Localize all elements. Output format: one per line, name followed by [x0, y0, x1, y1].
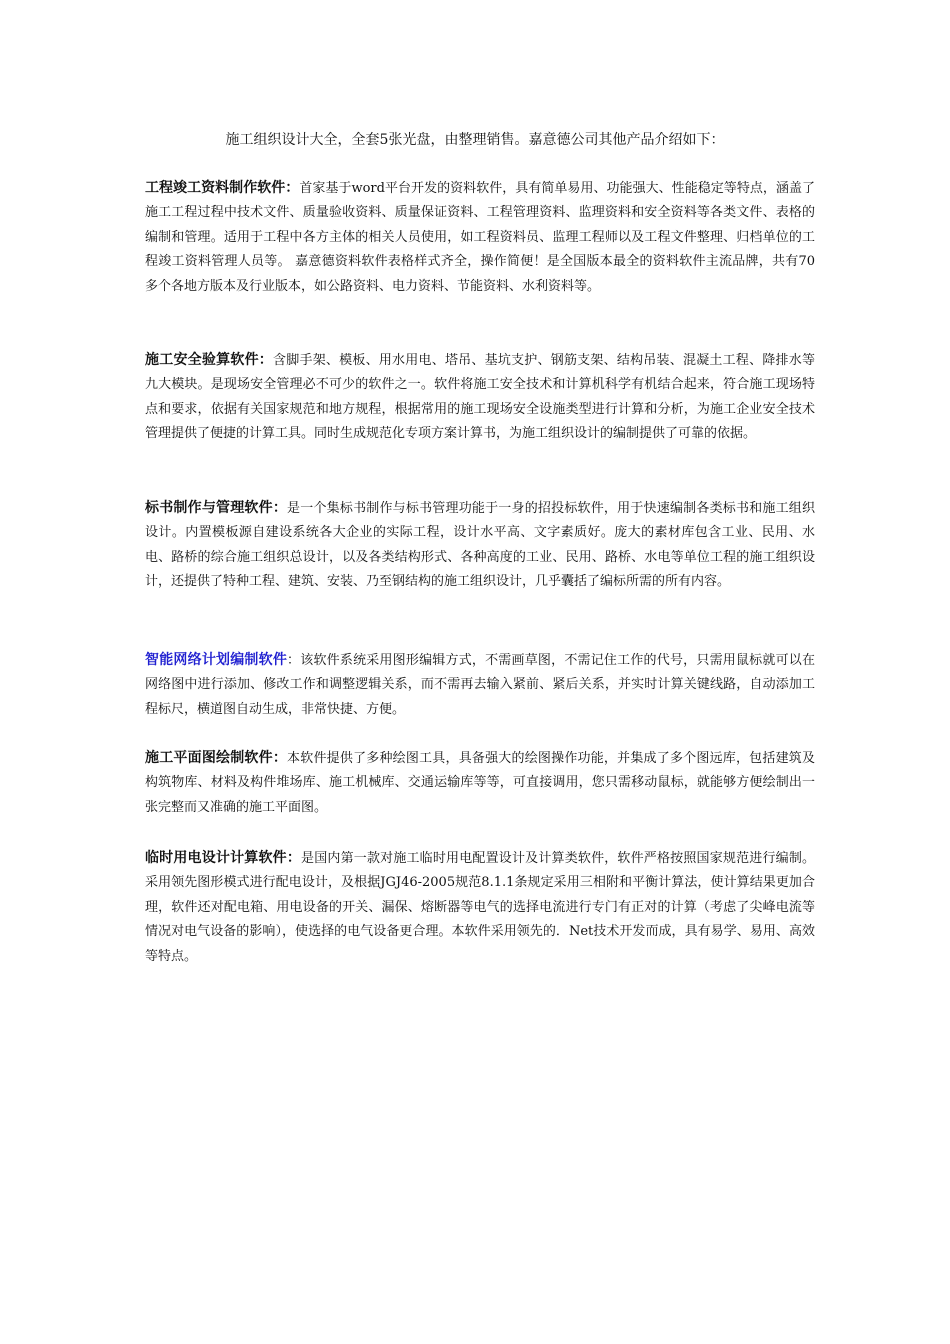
section-body: 是国内第一款对施工临时用电配置设计及计算类软件，软件严格按照国家规范进行编制。采用领先图形模式进行配电设计，及根据JGJ46-2005规范8.1.1条规定采用三相附和平衡计算法，使计算结果更加合理，软件还对配电箱、用电设备的开关、漏保、熔断器等电气的选择电流进行专门有正对的计算（考虑了尖峰电流等情况对电气设备的影响），使选择的电气设备更合理。本软件采用领先的．Net技术开发而成，具有易学、易用、高效等特点。: [145, 851, 815, 964]
section-body: 首家基于word平台开发的资料软件，具有简单易用、功能强大、性能稳定等特点，涵盖了施工工程过程中技术文件、质量验收资料、质量保证资料、工程管理资料、监理资料和安全资料等各类文件、表格的编制和管理。适用于工程中各方主体的相关人员使用，如工程资料员、监理工程师以及工程文件整理、归档单位的工程竣工资料管理人员等。 嘉意德资料软件表格样式齐全，操作简便！是全国版本最全的资料软件主流品牌，共有70多个各地方版本及行业版本，如公路资料、电力资料、节能资料、水利资料等。: [145, 181, 815, 294]
section-body: 含脚手架、模板、用水用电、塔吊、基坑支护、钢筋支架、结构吊装、混凝土工程、降排水等九大模块。是现场安全管理必不可少的软件之一。软件将施工安全技术和计算机科学有机结合起来，符合施工现场特点和要求，依据有关国家规范和地方规程，根据常用的施工现场安全设施类型进行计算和分析，为施工企业安全技术管理提供了便捷的计算工具。同时生成规范化专项方案计算书，为施工组织设计的编制提供了可靠的依据。: [145, 353, 815, 442]
section-heading: 临时用电设计计算软件：: [145, 850, 302, 866]
section-temporary-power: [145, 846, 815, 969]
section-body: 是一个集标书制作与标书管理功能于一身的招投标软件，用于快速编制各类标书和施工组织设计。内置模板源自建设系统各大企业的实际工程，设计水平高、文字素质好。庞大的素材库包含工业、民用、水电、路桥的综合施工组织总设计，以及各类结构形式、各种高度的工业、民用、路桥、水电等单位工程的施工组织设计，还提供了特种工程、建筑、安装、乃至钢结构的施工组织设计，几乎囊括了编标所需的所有内容。: [145, 501, 815, 590]
section-network-planning: [145, 648, 815, 722]
section-project-documents: [145, 176, 815, 299]
section-body: 本软件提供了多种绘图工具，具备强大的绘图操作功能，并集成了多个图远库，包括建筑及构筑物库、材料及构件堆场库、施工机械库、交通运输库等等，可直接调用，您只需移动鼠标，就能够方便绘制出一张完整而又准确的施工平面图。: [145, 751, 815, 815]
section-safety-calculation: [145, 348, 815, 447]
section-heading: 工程竣工资料制作软件：: [145, 180, 300, 196]
section-heading: 施工安全验算软件：: [145, 352, 274, 368]
section-heading: 标书制作与管理软件：: [145, 500, 288, 516]
section-heading: 施工平面图绘制软件：: [145, 750, 288, 766]
section-heading-link[interactable]: 智能网络计划编制软件: [145, 652, 288, 668]
section-site-plan: [145, 746, 815, 820]
section-body: ：该软件系统采用图形编辑方式，不需画草图，不需记住工作的代号，只需用鼠标就可以在网络图中进行添加、修改工作和调整逻辑关系，而不需再去输入紧前、紧后关系，并实时计算关键线路，自动添加工程标尺，横道图自动生成，非常快捷、方便。: [145, 653, 815, 717]
intro-line: 施工组织设计大全，全套5张光盘，由整理销售。嘉意德公司其他产品介绍如下：: [225, 132, 725, 148]
section-bidding-software: [145, 496, 815, 595]
